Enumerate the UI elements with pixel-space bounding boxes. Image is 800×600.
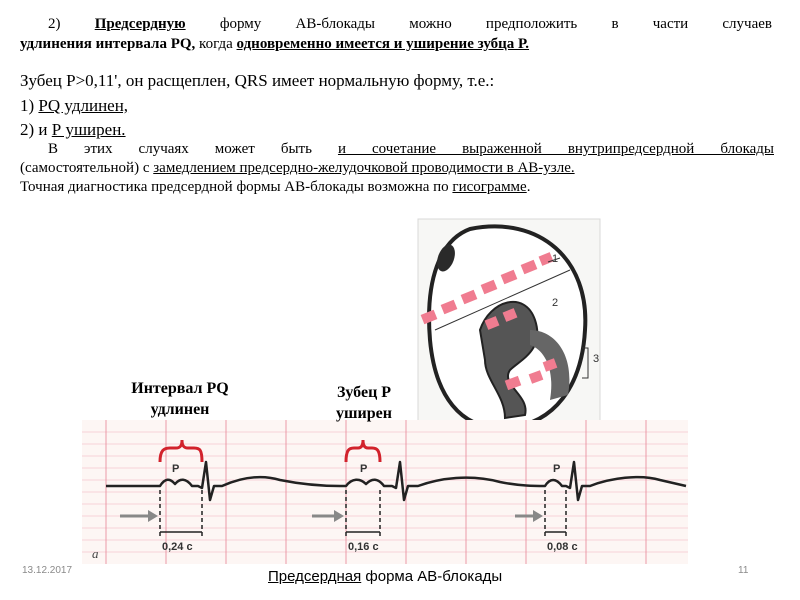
item-number: 2)	[48, 16, 61, 32]
text-fragment: Точная диагностика предсердной формы АВ-блокады возможна по	[20, 179, 449, 195]
text-fragment: форму АВ-блокады можно предположить в части случаев	[219, 16, 772, 32]
heart-marker-3: 3	[593, 353, 600, 365]
ecg-panel-letter: a	[92, 546, 99, 561]
term-atrial: Предсердную	[94, 16, 186, 32]
caption-underlined: Предсердная	[268, 568, 362, 585]
label-line: Интервал PQ	[131, 380, 229, 397]
label-line: Зубец Р	[336, 384, 392, 401]
term-p-widening: одновременно имеется и уширение зубца Р.	[236, 36, 530, 52]
caption-rest: форма АВ-блокады	[361, 568, 503, 585]
term-combination: и сочетание выраженной внутрипредсердной блокады	[337, 141, 774, 157]
term-his-gram: гисограмме	[452, 179, 527, 195]
ecg-strip	[82, 420, 688, 564]
criteria-intro: Зубец Р>0,11', он расщеплен, QRS имеет нормальную форму, т.е.:	[20, 71, 495, 90]
text-fragment: когда	[199, 36, 233, 52]
criteria-p-widened: Р уширен.	[51, 120, 126, 139]
p-wave-label: P	[172, 463, 180, 475]
text-fragment: (самостоятельной) с	[20, 160, 150, 176]
label-line: уширен	[336, 405, 392, 422]
interval-value-1: 0,24 с	[162, 541, 193, 553]
slide-number: 11	[738, 565, 749, 576]
label-line: удлинен	[150, 401, 210, 418]
text-fragment: .	[526, 179, 531, 195]
criteria-pq-prolonged: PQ удлинен,	[38, 96, 129, 115]
heart-marker-1: 1	[552, 253, 559, 265]
list-number: 1)	[20, 96, 35, 115]
list-number: 2) и	[20, 120, 48, 139]
label-pq-prolonged	[110, 378, 250, 420]
label-p-widened	[314, 382, 414, 424]
p-wave-label: P	[360, 463, 368, 475]
slide-caption	[268, 568, 502, 585]
p-wave-label: P	[553, 463, 561, 475]
interval-value-2: 0,16 с	[348, 541, 379, 553]
text-fragment: В этих случаях может быть	[48, 141, 312, 157]
term-av-slowing: замедлением предсердно-желудочковой проводимости в АВ-узле.	[153, 160, 575, 176]
footer-date: 13.12.2017	[22, 565, 73, 576]
interval-value-3: 0,08 с	[547, 541, 578, 553]
term-pq-prolongation: удлинения интервала PQ,	[20, 36, 196, 52]
heart-marker-2: 2	[552, 297, 559, 309]
heart-diagram	[418, 219, 600, 441]
